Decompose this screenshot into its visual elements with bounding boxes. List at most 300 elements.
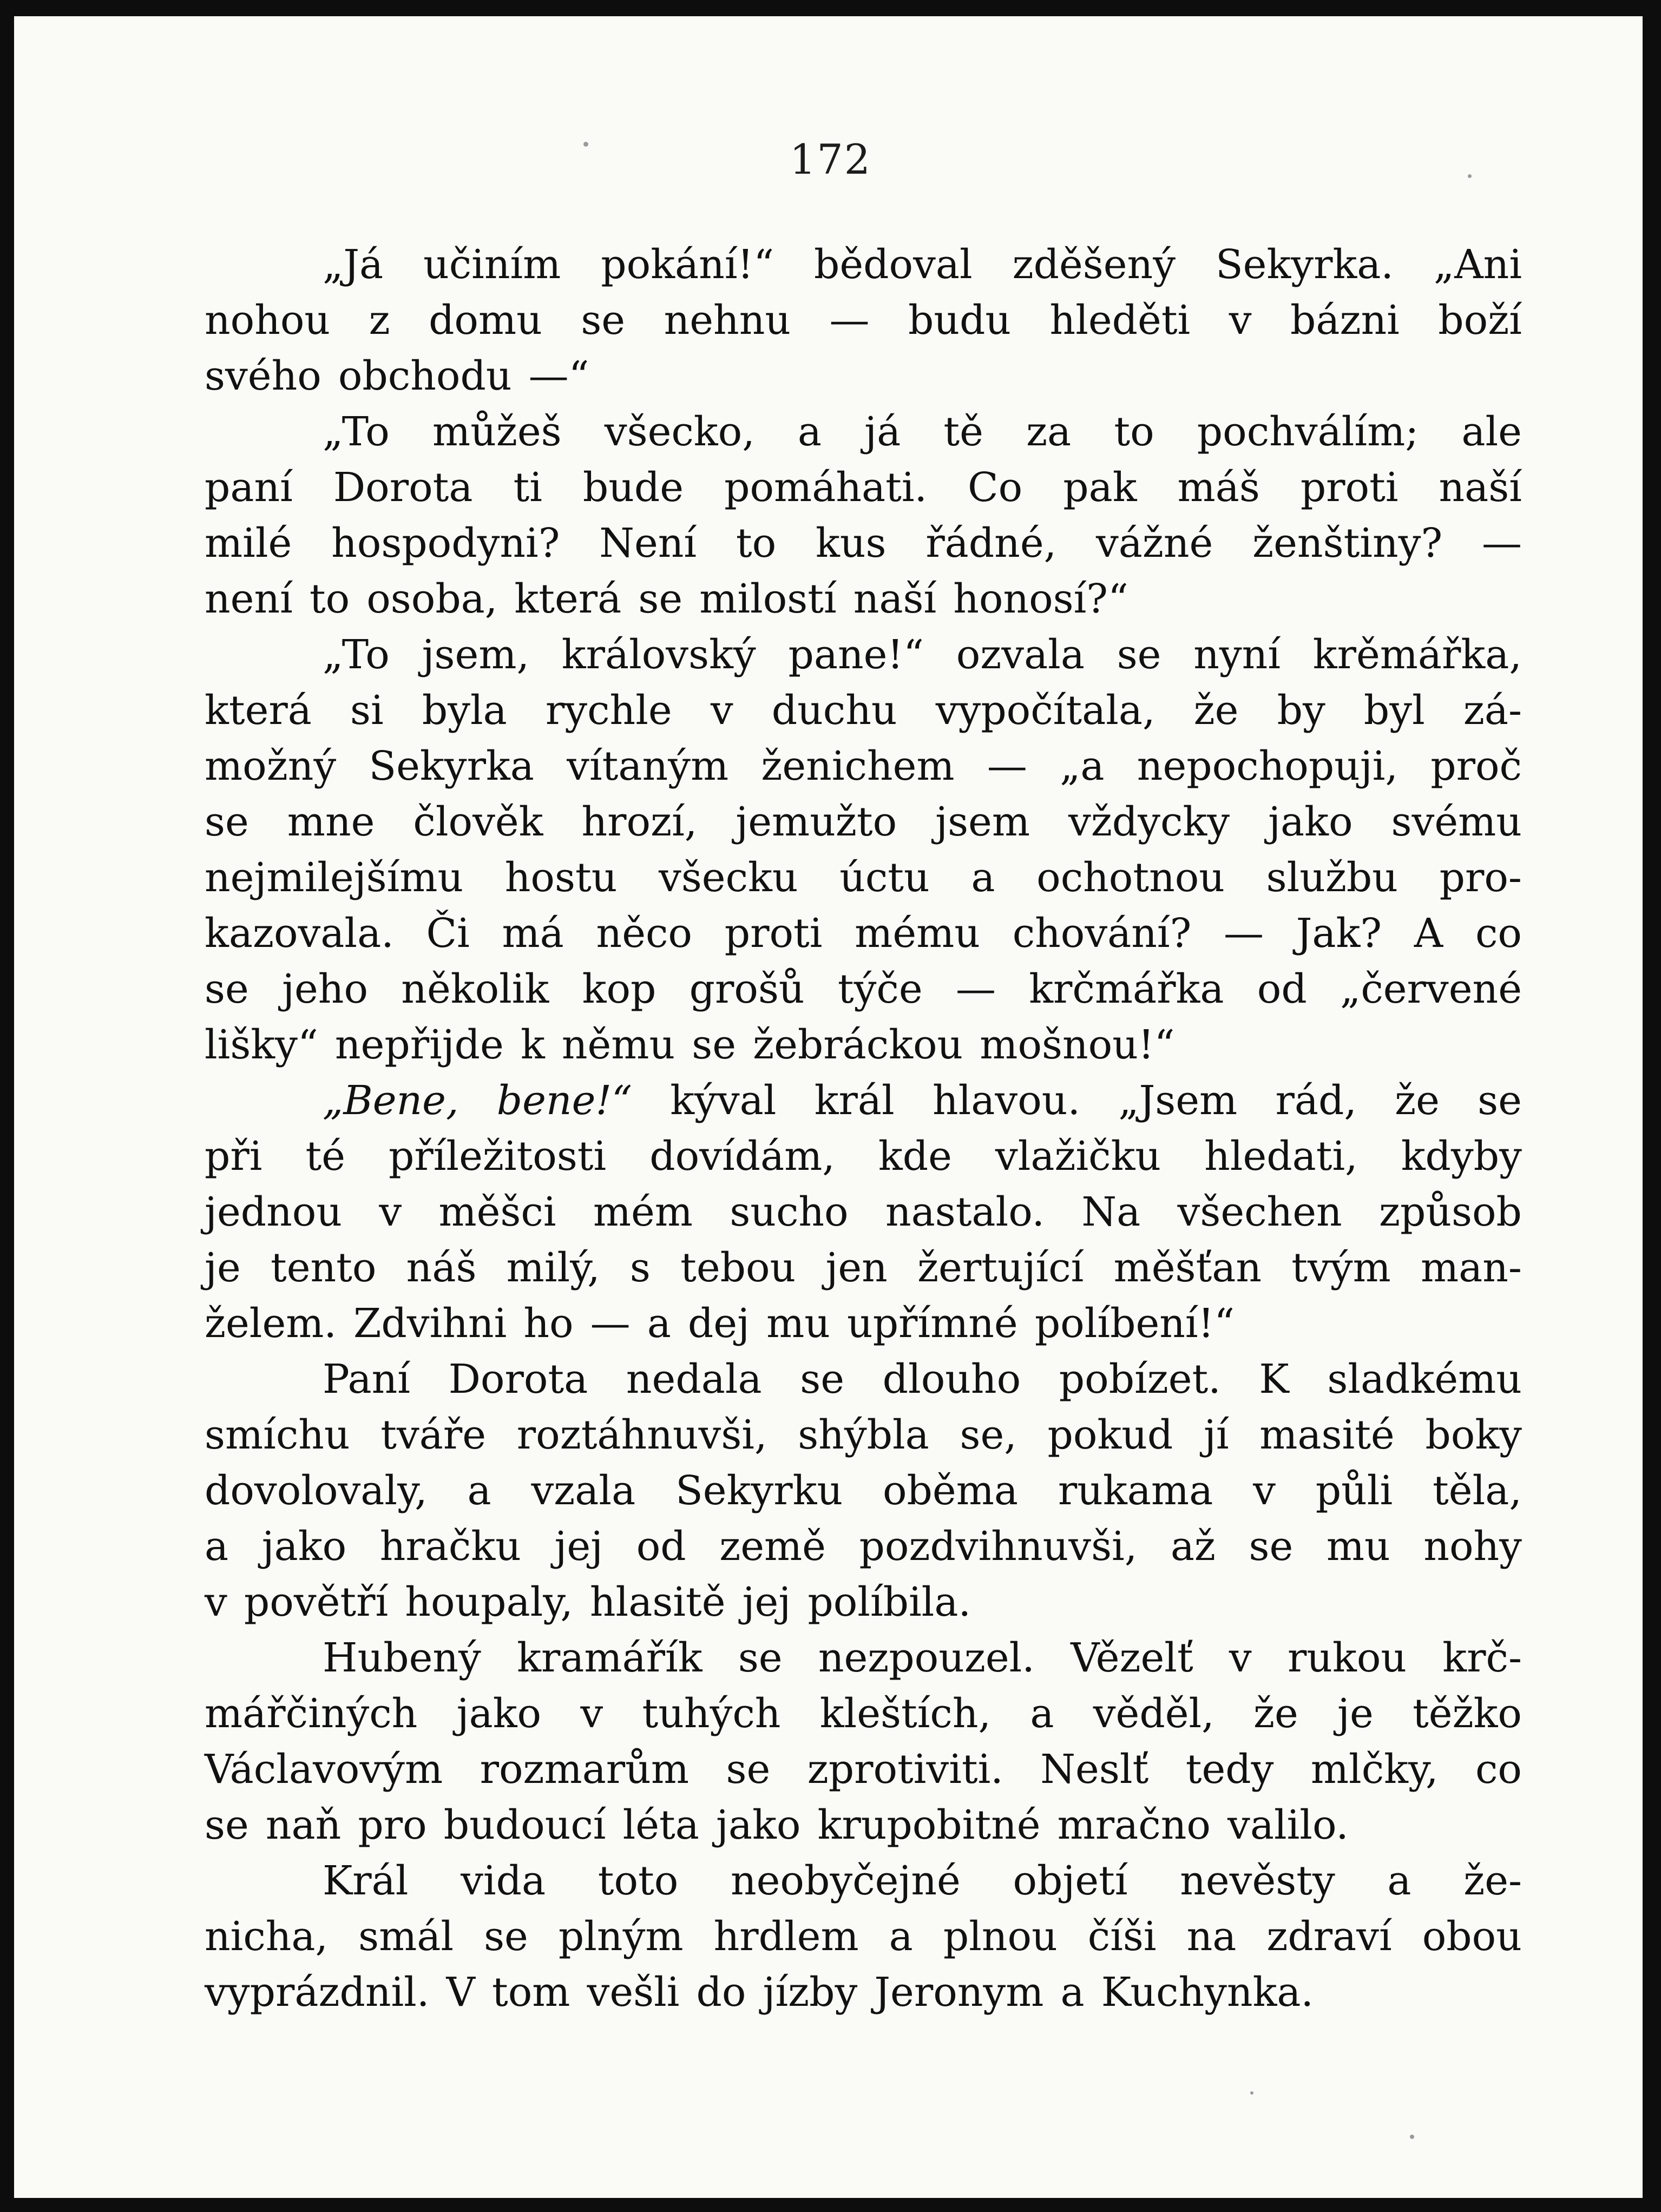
word: krčmářka <box>1029 966 1224 1012</box>
word: se, <box>960 1412 1017 1458</box>
word: man- <box>1420 1245 1522 1291</box>
word: měšci <box>438 1189 556 1235</box>
word: Jeronym <box>874 1969 1044 2016</box>
word: kop <box>582 966 656 1012</box>
text-line <box>205 516 1522 571</box>
word: Dorota <box>448 1356 588 1403</box>
word: a <box>205 1523 229 1570</box>
word: a <box>889 1913 913 1960</box>
word: grošů <box>689 966 805 1012</box>
word: jsem, <box>422 631 530 678</box>
word: půli <box>1315 1467 1393 1514</box>
word: A <box>1414 910 1443 957</box>
word: svému <box>1391 799 1522 845</box>
word: do <box>696 1969 746 2016</box>
word: tom <box>491 1969 570 2016</box>
word: je <box>1337 1690 1374 1737</box>
word: rád, <box>1275 1077 1357 1124</box>
word: nicha, <box>205 1913 329 1960</box>
word: v <box>1229 297 1252 344</box>
word: vyprázdnil. <box>205 1969 430 2016</box>
word: mému <box>855 910 980 957</box>
word: „Jsem <box>1118 1077 1238 1124</box>
word: náš <box>406 1245 477 1291</box>
word: Co <box>968 464 1023 511</box>
word: proč <box>1430 743 1522 789</box>
word: lišky“ <box>205 1022 318 1068</box>
word: Vězelť <box>1071 1635 1193 1681</box>
word: službu <box>1266 854 1398 901</box>
text-line <box>205 1519 1522 1575</box>
word: není <box>205 576 293 622</box>
word: tě <box>943 409 983 455</box>
word: boží <box>1438 297 1522 344</box>
word: v <box>580 1690 603 1737</box>
word: tebou <box>680 1245 796 1291</box>
word: — <box>829 297 870 344</box>
word: ochotnou <box>1036 854 1225 901</box>
word: milostí <box>699 576 837 622</box>
word: pokud <box>1047 1412 1173 1458</box>
word: žebráckou <box>753 1022 963 1068</box>
scan-speck <box>1250 2091 1253 2095</box>
text-line <box>205 1909 1522 1965</box>
word: Není <box>599 520 697 567</box>
word: těla, <box>1433 1467 1522 1514</box>
text-line <box>205 348 1522 404</box>
word: jen <box>825 1245 888 1291</box>
word: naší <box>1439 464 1522 511</box>
word: jej <box>554 1523 603 1570</box>
word: v <box>1253 1467 1276 1514</box>
word: to <box>736 520 777 567</box>
word: nejmilejšímu <box>205 854 464 901</box>
word: můžeš <box>432 409 562 455</box>
word: jednou <box>205 1189 342 1235</box>
word: mém <box>593 1189 693 1235</box>
word: kde <box>878 1133 952 1180</box>
text-line <box>205 1407 1522 1463</box>
word: milý, <box>506 1245 600 1291</box>
word: políbila. <box>807 1579 971 1625</box>
word: paní <box>205 464 293 511</box>
word: nohy <box>1423 1523 1522 1570</box>
word: Neslť <box>1040 1746 1149 1793</box>
word: proti <box>1300 464 1399 511</box>
word: Sekyrka. <box>1215 241 1394 288</box>
text-line <box>205 962 1522 1017</box>
word: léta <box>622 1802 699 1848</box>
word: a <box>467 1467 491 1514</box>
word: která <box>514 576 622 622</box>
word: naší <box>853 576 937 622</box>
word: sucho <box>730 1189 849 1235</box>
word: byla <box>422 687 507 734</box>
word: „Já <box>323 241 384 288</box>
word: „Bene, <box>323 1077 459 1124</box>
word: ženichem <box>761 743 955 789</box>
word: nezpouzel. <box>818 1635 1035 1681</box>
word: vážné <box>1095 520 1213 567</box>
word: co <box>1475 1746 1522 1793</box>
text-line <box>205 1240 1522 1296</box>
word: v <box>205 1579 227 1625</box>
word: políbení!“ <box>1034 1300 1235 1347</box>
word: jeho <box>282 966 369 1012</box>
word: která <box>205 687 312 734</box>
word: a <box>1030 1690 1054 1737</box>
text-line <box>205 683 1522 739</box>
word: kus <box>816 520 887 567</box>
word: ozvala <box>956 631 1085 678</box>
page-number: 172 <box>789 135 872 183</box>
word: objetí <box>1013 1858 1128 1904</box>
word: hospodyni? <box>331 520 560 567</box>
word: němu <box>561 1022 675 1068</box>
word: plnou <box>943 1913 1058 1960</box>
word: — <box>1481 520 1522 567</box>
word: jako <box>1268 799 1353 845</box>
word: shýbla <box>798 1412 929 1458</box>
word: řádné, <box>925 520 1057 567</box>
word: jemužto <box>736 799 897 845</box>
word: jízby <box>763 1969 858 2016</box>
scan-speck <box>583 142 588 147</box>
word: Hubený <box>323 1635 481 1681</box>
word: budu <box>908 297 1012 344</box>
word: „a <box>1060 743 1105 789</box>
word: hrdlem <box>713 1913 859 1960</box>
word: kleštích, <box>819 1690 992 1737</box>
word: při <box>205 1133 262 1180</box>
word: milé <box>205 520 292 567</box>
word: vždycky <box>1068 799 1230 845</box>
word: máš <box>1177 464 1260 511</box>
word: pro <box>358 1802 427 1848</box>
text-line <box>205 1017 1522 1073</box>
word: smál <box>358 1913 454 1960</box>
word: valilo. <box>1227 1802 1349 1848</box>
word: tuhých <box>642 1690 781 1737</box>
word: ti <box>513 464 542 511</box>
word: pokání!“ <box>601 241 774 288</box>
word: a <box>971 854 995 901</box>
word: vzala <box>531 1467 636 1514</box>
word: se <box>726 1746 771 1793</box>
text-line <box>205 1965 1522 2020</box>
word: úctu <box>839 854 930 901</box>
word: boky <box>1425 1412 1522 1458</box>
word: týče <box>837 966 923 1012</box>
word: rozmarům <box>480 1746 690 1793</box>
scan-speck <box>1468 174 1472 178</box>
text-line <box>205 1463 1522 1519</box>
word: od <box>1257 966 1307 1012</box>
word: se <box>738 1635 783 1681</box>
word: král <box>814 1077 895 1124</box>
word: že <box>1193 687 1239 734</box>
word: z <box>369 297 390 344</box>
word: bědoval <box>814 241 973 288</box>
word: krč- <box>1442 1635 1522 1681</box>
word: „Ani <box>1433 241 1522 288</box>
word: na <box>1186 1913 1237 1960</box>
word: želem. <box>205 1300 337 1347</box>
word: možný <box>205 743 337 789</box>
word: ho <box>523 1300 574 1347</box>
word: obou <box>1422 1913 1522 1960</box>
word: krěmářka, <box>1312 631 1522 678</box>
word: pro- <box>1439 854 1522 901</box>
word: kramářík <box>517 1635 703 1681</box>
word: všecku <box>659 854 798 901</box>
word: v <box>379 1189 402 1235</box>
word: měšťan <box>1113 1245 1262 1291</box>
word: Král <box>323 1858 409 1904</box>
word: to <box>309 576 350 622</box>
word: Na <box>1081 1189 1141 1235</box>
word: nyní <box>1193 631 1281 678</box>
word: Sekyrka <box>369 743 534 789</box>
text-line <box>205 739 1522 794</box>
word: vida <box>461 1858 546 1904</box>
word: se <box>581 297 626 344</box>
word: mu <box>766 1300 830 1347</box>
word: dovolovaly, <box>205 1467 428 1514</box>
word: chování? <box>1012 910 1192 957</box>
word: budoucí <box>443 1802 606 1848</box>
word: K <box>1259 1356 1289 1403</box>
word: číši <box>1087 1913 1157 1960</box>
word: — <box>1224 910 1264 957</box>
word: se <box>692 1022 736 1068</box>
text-line <box>205 237 1522 293</box>
word: Či <box>426 910 470 957</box>
word: dej <box>687 1300 750 1347</box>
word: nastalo. <box>885 1189 1045 1235</box>
word: svého <box>205 353 321 399</box>
word: houpaly, <box>405 1579 573 1625</box>
word: za <box>1026 409 1072 455</box>
text-line <box>205 1073 1522 1129</box>
word: obchodu <box>338 353 512 399</box>
word: hostu <box>504 854 618 901</box>
word: smíchu <box>205 1412 350 1458</box>
word: proti <box>724 910 823 957</box>
word: bázni <box>1290 297 1400 344</box>
word: bude <box>582 464 684 511</box>
word: se <box>1117 631 1161 678</box>
text-line <box>205 404 1522 460</box>
word: se <box>638 576 683 622</box>
word: pomáhati. <box>724 464 928 511</box>
word: a <box>797 409 822 455</box>
word: se <box>1478 1077 1522 1124</box>
word: že <box>1395 1077 1440 1124</box>
word: Sekyrku <box>675 1467 843 1514</box>
scan-speck <box>1410 2135 1414 2139</box>
word: „To <box>323 409 390 455</box>
word: rukama <box>1058 1467 1213 1514</box>
word: Zdvihni <box>353 1300 507 1347</box>
word: hlavou. <box>932 1077 1080 1124</box>
word: nehnu <box>664 297 791 344</box>
word: má <box>502 910 564 957</box>
word: vypočítala, <box>935 687 1156 734</box>
word: jako <box>261 1523 347 1570</box>
word: oběma <box>883 1467 1019 1514</box>
text-line <box>205 1798 1522 1853</box>
word: a <box>1387 1858 1411 1904</box>
word: — <box>590 1300 631 1347</box>
word: s <box>629 1245 651 1291</box>
word: nevěsty <box>1180 1858 1335 1904</box>
word: že- <box>1463 1858 1522 1904</box>
word: mne <box>287 799 375 845</box>
word: od <box>636 1523 686 1570</box>
text-line <box>205 850 1522 906</box>
word: zá- <box>1463 687 1522 734</box>
word: jí <box>1203 1412 1229 1458</box>
word: „červené <box>1340 966 1522 1012</box>
word: několik <box>401 966 549 1012</box>
word: Kuchynka. <box>1101 1969 1314 2016</box>
word: Paní <box>323 1356 410 1403</box>
word: Jak? <box>1296 910 1382 957</box>
word: se <box>205 966 249 1012</box>
word: něco <box>596 910 692 957</box>
word: a <box>1060 1969 1085 2016</box>
word: sladkému <box>1327 1356 1522 1403</box>
word: vítaným <box>567 743 729 789</box>
word: královský <box>561 631 756 678</box>
word: dovídám, <box>649 1133 835 1180</box>
word: mošnou!“ <box>980 1022 1175 1068</box>
text-line <box>205 1575 1522 1630</box>
text-line <box>205 1184 1522 1240</box>
word: a <box>647 1300 671 1347</box>
word: pochválím; <box>1197 409 1419 455</box>
word: kýval <box>670 1077 777 1124</box>
word: krupobitné <box>817 1802 1041 1848</box>
word: pozdvihnuvši, <box>859 1523 1138 1570</box>
word: se <box>800 1356 845 1403</box>
text-line <box>205 460 1522 516</box>
text-line <box>205 794 1522 850</box>
word: Václavovým <box>205 1746 443 1793</box>
word: upřímné <box>847 1300 1018 1347</box>
word: Dorota <box>333 464 473 511</box>
word: mlčky, <box>1310 1746 1439 1793</box>
word: bene!“ <box>496 1077 632 1124</box>
word: mářčiných <box>205 1690 418 1737</box>
word: zdraví <box>1266 1913 1392 1960</box>
word: tedy <box>1185 1746 1274 1793</box>
word: hlasitě <box>589 1579 726 1625</box>
word: já <box>864 409 901 455</box>
word: zděšený <box>1012 241 1176 288</box>
word: nepřijde <box>334 1022 504 1068</box>
word: učiním <box>423 241 561 288</box>
word: honosí?“ <box>953 576 1128 622</box>
text-line <box>205 1352 1522 1407</box>
word: kdyby <box>1401 1133 1522 1180</box>
word: hrozí, <box>581 799 698 845</box>
word: roztáhnuvši, <box>516 1412 767 1458</box>
word: se <box>205 1802 249 1848</box>
word: jej <box>742 1579 791 1625</box>
word: hračku <box>379 1523 521 1570</box>
word: si <box>350 687 384 734</box>
word: žertující <box>917 1245 1084 1291</box>
word: všecko, <box>604 409 755 455</box>
word: pobízet. <box>1059 1356 1221 1403</box>
word: hleděti <box>1049 297 1191 344</box>
word: rukou <box>1287 1635 1407 1681</box>
word: pak <box>1063 464 1137 511</box>
word: povětří <box>244 1579 389 1625</box>
word: země <box>719 1523 826 1570</box>
text-line <box>205 906 1522 962</box>
word: mu <box>1326 1523 1390 1570</box>
word: tvým <box>1291 1245 1391 1291</box>
word: rychle <box>545 687 672 734</box>
word: tváře <box>380 1412 487 1458</box>
word: člověk <box>413 799 543 845</box>
text-line <box>205 1742 1522 1798</box>
word: V <box>446 1969 475 2016</box>
word: všechen <box>1177 1189 1342 1235</box>
word: nedala <box>626 1356 762 1403</box>
word: domu <box>429 297 542 344</box>
word: té <box>305 1133 345 1180</box>
text-line <box>205 571 1522 627</box>
word: — <box>987 743 1027 789</box>
word: v <box>1229 1635 1252 1681</box>
word: hledati, <box>1204 1133 1358 1180</box>
word: kazovala. <box>205 910 394 957</box>
word: věděl, <box>1093 1690 1214 1737</box>
word: nepochopuji, <box>1137 743 1398 789</box>
text-line <box>205 1853 1522 1909</box>
word: ale <box>1461 409 1522 455</box>
word: naň <box>265 1802 342 1848</box>
word: ženštiny? <box>1252 520 1443 567</box>
word: vešli <box>587 1969 680 2016</box>
word: tento <box>270 1245 377 1291</box>
word: se <box>484 1913 528 1960</box>
word: co <box>1475 910 1522 957</box>
text-line <box>205 1296 1522 1352</box>
word: — <box>955 966 996 1012</box>
word: plným <box>558 1913 684 1960</box>
word: dlouho <box>882 1356 1021 1403</box>
word: vlažičku <box>995 1133 1161 1180</box>
word: zprotiviti. <box>807 1746 1003 1793</box>
word: neobyčejné <box>730 1858 961 1904</box>
word: toto <box>598 1858 679 1904</box>
text-line <box>205 627 1522 683</box>
word: to <box>1114 409 1154 455</box>
text-line <box>205 1686 1522 1742</box>
word: způsob <box>1379 1189 1522 1235</box>
text-line <box>205 1630 1522 1686</box>
word: těžko <box>1413 1690 1522 1737</box>
word: osoba, <box>366 576 498 622</box>
word: —“ <box>528 353 589 399</box>
word: by <box>1277 687 1325 734</box>
word: „To <box>323 631 390 678</box>
